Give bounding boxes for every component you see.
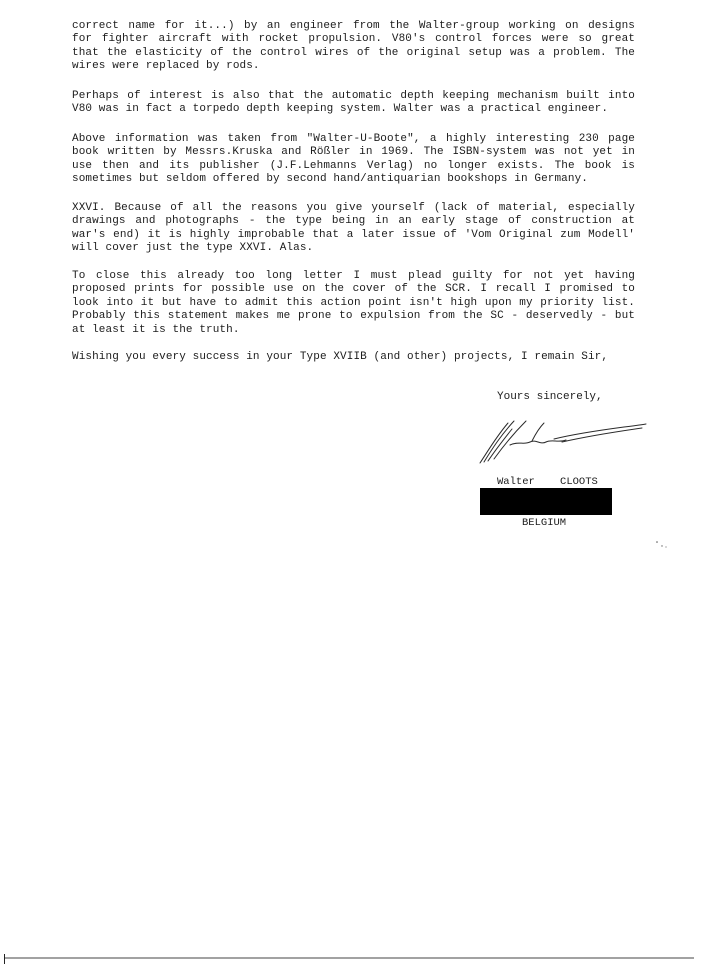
text-line: Probably this statement makes me prone to expulsion from the SC - deservedly - but: [72, 310, 635, 323]
paragraph-walter-group: [72, 20, 635, 74]
text-line: that the elasticity of the control wires of the original setup was a problem. The: [72, 46, 635, 59]
redaction-bar: [480, 488, 612, 515]
text-line: will cover just the type XXVI. Alas.: [72, 242, 314, 255]
signer-name: [497, 476, 598, 488]
paragraph-type-xxvi: [72, 202, 635, 256]
text-line: Perhaps of interest is also that the automatic depth keeping mechanism built into: [72, 90, 635, 102]
text-line: Above information was taken from "Walter-U-Boote", a highly interesting 230 page: [72, 133, 635, 145]
handwritten-signature: [474, 415, 649, 467]
text-line: book written by Messrs.Kruska and Rößler in 1969. The ISBN-system was not yet in: [72, 146, 635, 159]
text-line: for fighter aircraft with rocket propulsion. V80's control forces were so great: [72, 33, 635, 46]
paragraph-depth-keeping: [72, 90, 635, 117]
text-line: proposed prints for possible use on the cover of the SCR. I recall I promised to: [72, 283, 635, 296]
signer-last-name: CLOOTS: [560, 476, 598, 488]
page-edge-line: [4, 952, 694, 964]
text-line: To close this already too long letter I must plead guilty for not yet having: [72, 270, 635, 282]
paragraph-book-source: [72, 133, 635, 187]
signer-first-name: Walter: [497, 476, 535, 488]
text-line: correct name for it...) by an engineer from the Walter-group working on designs: [72, 20, 635, 32]
paragraph-wishes: [72, 351, 635, 364]
paragraph-closing-apology: [72, 270, 635, 337]
text-line: wires were replaced by rods.: [72, 60, 260, 73]
text-line: Wishing you every success in your Type XVIIB (and other) projects, I remain Sir,: [72, 351, 609, 363]
text-line: at least it is the truth.: [72, 323, 240, 336]
text-line: war's end) it is highly improbable that a later issue of 'Vom Original zum Modell': [72, 228, 635, 241]
text-line: drawings and photographs - the type being in an early stage of construction at: [72, 215, 635, 228]
text-line: sometimes but seldom offered by second hand/antiquarian bookshops in Germany.: [72, 173, 588, 186]
signer-country: BELGIUM: [522, 517, 567, 529]
closing-salutation: Yours sincerely,: [497, 391, 603, 403]
scan-specks: [655, 540, 669, 550]
text-line: look into it but have to admit this action point isn't high upon my priority list.: [72, 296, 635, 309]
text-line: V80 was in fact a torpedo depth keeping system. Walter was a practical engineer.: [72, 103, 609, 116]
text-line: use then and its publisher (J.F.Lehmanns Verlag) no longer exists. The book is: [72, 159, 635, 172]
text-line: XXVI. Because of all the reasons you give yourself (lack of material, especially: [72, 202, 635, 214]
